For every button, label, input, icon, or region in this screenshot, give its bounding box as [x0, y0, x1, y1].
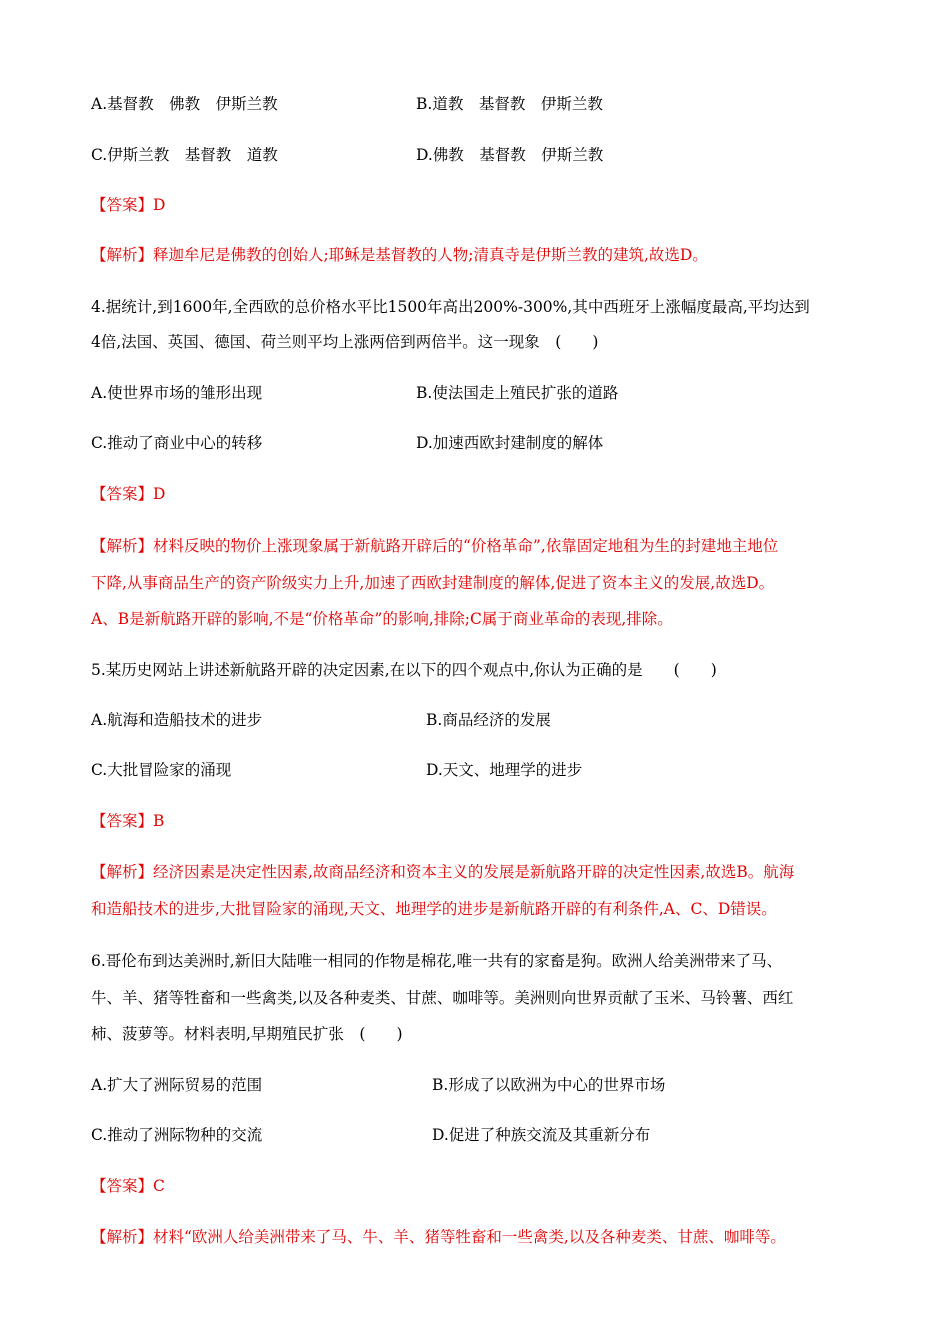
- q3-option-b: B.道教 基督教 伊斯兰教: [416, 95, 603, 113]
- q6-analysis-line-1: 【解析】材料“欧洲人给美洲带来了马、牛、羊、猪等牲畜和一些禽类,以及各种麦类、甘蔗、咖啡等。: [91, 1228, 786, 1246]
- q4-analysis-line-1: 【解析】材料反映的物价上涨现象属于新航路开辟后的“价格革命”,依靠固定地租为生的封建地主地位: [91, 537, 779, 555]
- q3-analysis: 【解析】释迦牟尼是佛教的创始人;耶稣是基督教的人物;清真寺是伊斯兰教的建筑,故选D。: [91, 246, 708, 264]
- q6-stem-line-1: 6.哥伦布到达美洲时,新旧大陆唯一相同的作物是棉花,唯一共有的家畜是狗。欧洲人给美洲带来了马、: [91, 952, 783, 970]
- q4-option-d: D.加速西欧封建制度的解体: [416, 434, 604, 452]
- q6-stem-line-3: 柿、菠萝等。材料表明,早期殖民扩张 ( ): [91, 1025, 403, 1043]
- q4-answer: 【答案】D: [91, 485, 166, 503]
- q3-option-c: C.伊斯兰教 基督教 道教: [91, 146, 278, 164]
- q6-option-a: A.扩大了洲际贸易的范围: [91, 1076, 263, 1094]
- q6-option-c: C.推动了洲际物种的交流: [91, 1126, 263, 1144]
- q5-option-a: A.航海和造船技术的进步: [91, 711, 263, 729]
- q3-answer: 【答案】D: [91, 196, 166, 214]
- q3-option-a: A.基督教 佛教 伊斯兰教: [91, 95, 278, 113]
- q5-answer: 【答案】B: [91, 812, 165, 830]
- q4-analysis-line-2: 下降,从事商品生产的资产阶级实力上升,加速了西欧封建制度的解体,促进了资本主义的发展,故选D。: [91, 574, 775, 592]
- q4-option-b: B.使法国走上殖民扩张的道路: [416, 384, 619, 402]
- q3-option-d: D.佛教 基督教 伊斯兰教: [416, 146, 604, 164]
- q4-stem-line-2: 4倍,法国、英国、德国、荷兰则平均上涨两倍到两倍半。这一现象 ( ): [91, 333, 599, 351]
- q5-analysis-line-2: 和造船技术的进步,大批冒险家的涌现,天文、地理学的进步是新航路开辟的有利条件,A、C、D错误。: [91, 900, 777, 918]
- q5-option-b: B.商品经济的发展: [426, 711, 551, 729]
- q4-analysis-line-3: A、B是新航路开辟的影响,不是“价格革命”的影响,排除;C属于商业革命的表现,排除。: [91, 610, 673, 628]
- q6-answer: 【答案】C: [91, 1177, 165, 1195]
- q5-option-c: C.大批冒险家的涌现: [91, 761, 232, 779]
- q6-stem-line-2: 牛、羊、猪等牲畜和一些禽类,以及各种麦类、甘蔗、咖啡等。美洲则向世界贡献了玉米、马铃薯、西红: [91, 989, 794, 1007]
- q4-stem-line-1: 4.据统计,到1600年,全西欧的总价格水平比1500年高出200%-300%,其中西班牙上涨幅度最高,平均达到: [91, 298, 810, 316]
- q4-option-c: C.推动了商业中心的转移: [91, 434, 263, 452]
- q6-option-d: D.促进了种族交流及其重新分布: [432, 1126, 651, 1144]
- q5-analysis-line-1: 【解析】经济因素是决定性因素,故商品经济和资本主义的发展是新航路开辟的决定性因素,故选B。航海: [91, 863, 795, 881]
- q5-option-d: D.天文、地理学的进步: [426, 761, 583, 779]
- q5-stem: 5.某历史网站上讲述新航路开辟的决定因素,在以下的四个观点中,你认为正确的是 ( ): [91, 661, 717, 679]
- q6-option-b: B.形成了以欧洲为中心的世界市场: [432, 1076, 666, 1094]
- q4-option-a: A.使世界市场的雏形出现: [91, 384, 263, 402]
